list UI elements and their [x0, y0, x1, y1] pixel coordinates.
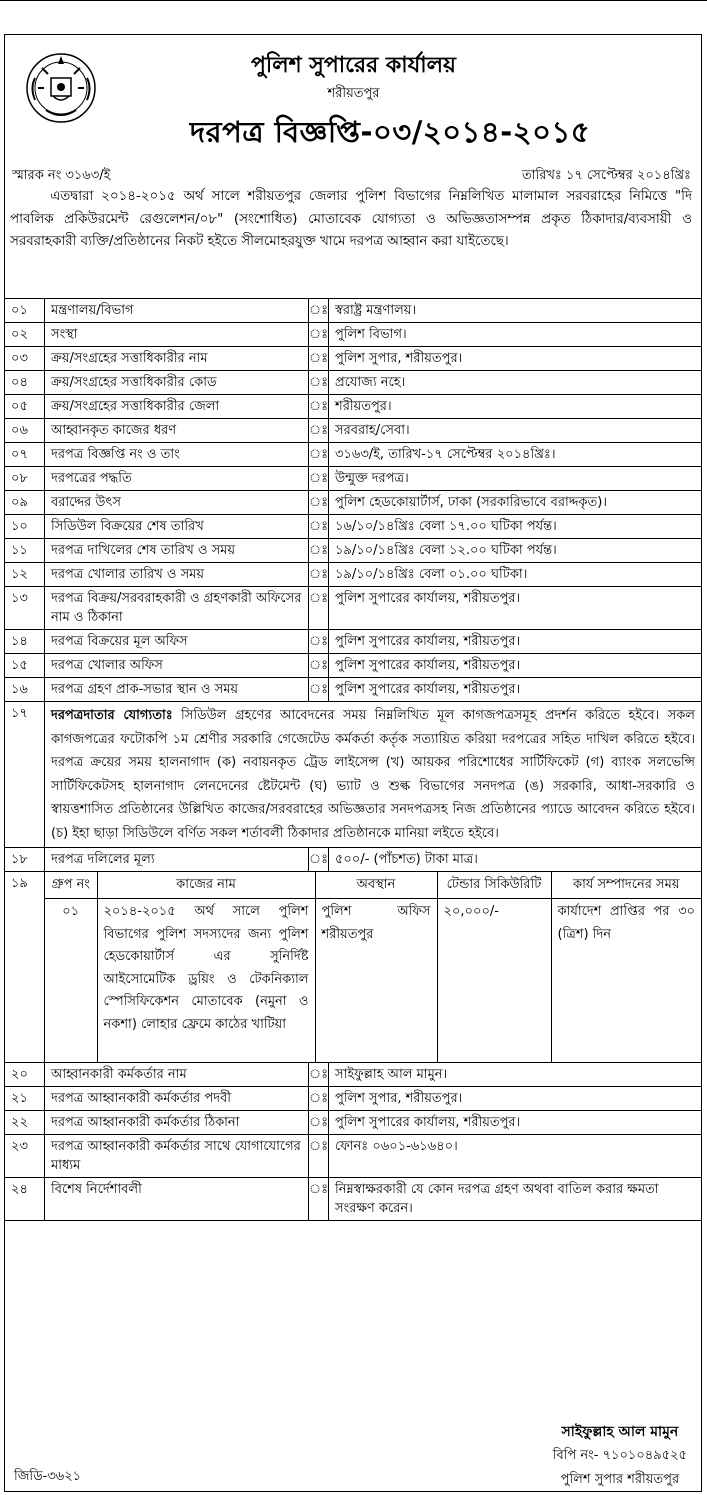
table-row — [5, 299, 702, 323]
cell-work: ২০১৪-২০১৫ অর্থ সালে পুলিশ বিভাগের পুলিশ সদস্যদের জন্য পুলিশ হেডকোয়ার্টার্স এর সুনির্দিষ্ট আইসোমেটিক ড্রয়িং ও টেকনিক্যাল স্পেসিফিকেশন মোতাবেক (নমুনা ও নকশা) লোহার ফ্রেমে কাঠের খাটিয়া — [97, 899, 315, 1062]
row-colon: ঃ — [309, 630, 329, 654]
row-colon: ঃ — [309, 467, 329, 491]
row-label: দরপত্র বিক্রয়/সরবরাহকারী ও গ্রহণকারী অফিসের নাম ও ঠিকানা — [45, 587, 309, 630]
header-period: কার্য সম্পাদনের সময় — [551, 872, 701, 899]
row-value: পুলিশ সুপার, শরীয়তপুর। — [329, 347, 702, 371]
table-row-group — [5, 872, 702, 1063]
table-row — [5, 587, 702, 630]
row-colon: ঃ — [309, 539, 329, 563]
signature-block — [553, 1420, 687, 1492]
row-value: ১৯/১০/১৪খ্রিঃ বেলা ১২.০০ ঘটিকা পর্যন্ত। — [329, 539, 702, 563]
row-serial: ১২ — [5, 563, 45, 587]
table-row — [5, 678, 702, 702]
row-serial: ১৩ — [5, 587, 45, 630]
row-serial: ০৪ — [5, 371, 45, 395]
row-label: আহ্বানকৃত কাজের ধরণ — [45, 419, 309, 443]
table-row — [5, 395, 702, 419]
gd-number: জিডি-৩৬২১ — [14, 1469, 82, 1484]
row-serial: ১১ — [5, 539, 45, 563]
table-row — [5, 347, 702, 371]
cell-group: ০১ — [62, 904, 80, 919]
row-label: দরপত্র আহ্বানকারী কর্মকর্তার সাথে যোগাযোগের মাধ্যম — [45, 1134, 309, 1177]
row-colon: ঃ — [309, 678, 329, 702]
eligibility-body: সিডিউল গ্রহণের আবেদনের সময় নিম্নলিখিত মূল কাগজপত্রসমূহ প্রদর্শন করিতে হইবে। সকল কাগজপত্রের ফটোকপি ১ম শ্রেণীর সরকারি গেজেটেড কর্মকর্তা কর্তৃক সত্যায়িত করিয়া দরপত্রের সহিত দাখিল করিতে হইবে। দরপত্র ক্রয়ের সময় হালনাগাদ (ক) নবায়নকৃত ট্রেড লাইসেন্স (খ) আয়কর পরিশোধের সার্টিফিকেট (গ) ব্যাংক সলভেন্সি সার্টিফিকেটসহ হালনাগাদ লেনদেনের ষ্টেটমেন্ট (ঘ) ভ্যাট ও শুল্ক বিভাগের সনদপত্র (ঙ) সরকারি, আধা-সরকারি ও স্বায়ত্তশাসিত প্রতিষ্ঠানের উল্লিখিত কাজের/সরবরাহের অভিজ্ঞতার সনদপত্রসহ নিজ প্রতিষ্ঠানের প্যাডে আবেদন করিতে হইবে। (চ) ইহা ছাড়া সিডিউলে বর্ণিত সকল শর্তাবলী ঠিকাদার প্রতিষ্ঠানকে মানিয়া লইতে হইবে। — [51, 708, 695, 841]
row-serial: ০১ — [5, 299, 45, 323]
memo-number: স্মারক নং ৩১৬৩/ই — [12, 168, 111, 183]
table-row — [5, 443, 702, 467]
eligibility-text — [45, 702, 702, 848]
header-location: অবস্থান — [315, 872, 437, 899]
row-label: দরপত্রের পদ্ধতি — [45, 467, 309, 491]
row-label: দরপত্র আহ্বানকারী কর্মকর্তার পদবী — [45, 1086, 309, 1110]
row-label: দরপত্র আহ্বানকারী কর্মকর্তার ঠিকানা — [45, 1110, 309, 1134]
row-serial: ০২ — [5, 323, 45, 347]
row-label: মন্ত্রণালয়/বিভাগ — [45, 299, 309, 323]
row-colon: ঃ — [309, 419, 329, 443]
row-label: ক্রয়/সংগ্রহের সত্তাধিকারীর নাম — [45, 347, 309, 371]
notice-title: দরপত্র বিজ্ঞপ্তি-০৩/২০১৪-২০১৫ — [189, 115, 591, 149]
row-label: দরপত্র দলিলের মূল্য — [45, 848, 309, 872]
row-value: ১৬/১০/১৪খ্রিঃ বেলা ১৭.০০ ঘটিকা পর্যন্ত। — [329, 515, 702, 539]
header-group: গ্রুপ নং — [45, 872, 97, 899]
signatory-name: সাইফুল্লাহ আল মামুন — [561, 1424, 679, 1440]
row-value: ৫০০/- (পাঁচশত) টাকা মাত্র। — [329, 848, 702, 872]
row-serial: ১৬ — [5, 678, 45, 702]
row-colon: ঃ — [309, 395, 329, 419]
notice-date: তারিখঃ ১৭ সেপ্টেম্বর ২০১৪খ্রিঃ — [522, 168, 691, 183]
row-value: ৩১৬৩/ই, তারিখ-১৭ সেপ্টেম্বর ২০১৪খ্রিঃ। — [329, 443, 702, 467]
row-value: পুলিশ সুপার, শরীয়তপুর। — [329, 1086, 702, 1110]
row-serial: ১৪ — [5, 630, 45, 654]
table-row — [5, 1110, 702, 1134]
row-serial: ০৮ — [5, 467, 45, 491]
cell-period: কার্যাদেশ প্রাপ্তির পর ৩০ (ত্রিশ) দিন — [551, 899, 701, 1062]
row-colon: ঃ — [309, 563, 329, 587]
row-label: সংস্থা — [45, 323, 309, 347]
table-row — [5, 1134, 702, 1177]
row-colon: ঃ — [309, 1062, 329, 1086]
row-serial: ১০ — [5, 515, 45, 539]
row-label: দরপত্র খোলার তারিখ ও সময় — [45, 563, 309, 587]
row-colon: ঃ — [309, 1110, 329, 1134]
row-colon: ঃ — [309, 654, 329, 678]
row-value: সরবরাহ/সেবা। — [329, 419, 702, 443]
row-colon: ঃ — [309, 848, 329, 872]
row-serial: ০৫ — [5, 395, 45, 419]
row-colon: ঃ — [309, 371, 329, 395]
cell-location: পুলিশ অফিস শরীয়তপুর — [315, 899, 437, 1062]
signatory-designation: পুলিশ সুপার শরীয়তপুর — [560, 1472, 680, 1487]
row-value: শরীয়তপুর। — [329, 395, 702, 419]
group-table-row — [45, 899, 701, 1062]
table-row — [5, 654, 702, 678]
row-colon: ঃ — [309, 1177, 329, 1220]
row-label: বরাদ্দের উৎস — [45, 491, 309, 515]
table-row — [5, 371, 702, 395]
tender-details-table — [4, 298, 702, 1221]
row-label: আহ্বানকারী কর্মকর্তার নাম — [45, 1062, 309, 1086]
row-serial: ২৩ — [5, 1134, 45, 1177]
row-label: সিডিউল বিক্রয়ের শেষ তারিখ — [45, 515, 309, 539]
row-label: ক্রয়/সংগ্রহের সত্তাধিকারীর জেলা — [45, 395, 309, 419]
row-serial: ০৭ — [5, 443, 45, 467]
row-value: পুলিশ সুপারের কার্যালয়, শরীয়তপুর। — [329, 1110, 702, 1134]
table-row — [5, 467, 702, 491]
row-value: ১৯/১০/১৪খ্রিঃ বেলা ০১.০০ ঘটিকা। — [329, 563, 702, 587]
intro-paragraph: এতদ্বারা ২০১৪-২০১৫ অর্থ সালে শরীয়তপুর জেলার পুলিশ বিভাগের নিম্নলিখিত মালামাল সরবরাহের নিমিত্তে "দি পাবলিক প্রকিউরমেন্ট রেগুলেশন/০৮" (সংশোধিত) মোতাবেক যোগ্যতা ও অভিজ্ঞতাসম্পন্ন প্রকৃত ঠিকাদার/ব্যবসায়ী ও সরবরাহকারী ব্যক্তি/প্রতিষ্ঠানের নিকট হইতে সীলমোহরযুক্ত খামে দরপত্র আহ্বান করা যাইতেছে। — [10, 189, 692, 249]
row-value: পুলিশ সুপারের কার্যালয়, শরীয়তপুর। — [329, 678, 702, 702]
top-rule — [0, 0, 707, 1]
office-heading: পুলিশ সুপারের কার্যালয় — [250, 53, 457, 78]
row-value: স্বরাষ্ট্র মন্ত্রণালয়। — [329, 299, 702, 323]
row-serial: ২২ — [5, 1110, 45, 1134]
eligibility-heading: দরপত্রদাতার যোগ্যতাঃ — [51, 708, 173, 723]
row-value: প্রযোজ্য নহে। — [329, 371, 702, 395]
row-value: পুলিশ সুপারের কার্যালয়, শরীয়তপুর। — [329, 587, 702, 630]
row-serial: ০৩ — [5, 347, 45, 371]
table-row-eligibility — [5, 702, 702, 848]
row-serial: ১৭ — [5, 702, 45, 848]
row-colon: ঃ — [309, 515, 329, 539]
table-row — [5, 491, 702, 515]
row-colon: ঃ — [309, 1134, 329, 1177]
table-row — [5, 1177, 702, 1220]
row-serial: ১৮ — [5, 848, 45, 872]
group-table-cell — [45, 872, 702, 1063]
row-colon: ঃ — [309, 587, 329, 630]
row-colon: ঃ — [309, 299, 329, 323]
row-serial: ০৯ — [5, 491, 45, 515]
row-value: সাইফুল্লাহ আল মামুন। — [329, 1062, 702, 1086]
row-serial: ২৪ — [5, 1177, 45, 1220]
district-name: শরীয়তপুর — [327, 86, 380, 101]
row-label: দরপত্র খোলার অফিস — [45, 654, 309, 678]
row-serial: ১৫ — [5, 654, 45, 678]
group-table — [45, 872, 701, 1062]
table-row — [5, 539, 702, 563]
row-colon: ঃ — [309, 443, 329, 467]
row-colon: ঃ — [309, 491, 329, 515]
row-colon: ঃ — [309, 1086, 329, 1110]
row-serial: ১৯ — [5, 872, 45, 1063]
row-value: পুলিশ সুপারের কার্যালয়, শরীয়তপুর। — [329, 630, 702, 654]
table-row — [5, 563, 702, 587]
row-label: দরপত্র দাখিলের শেষ তারিখ ও সময় — [45, 539, 309, 563]
row-value: পুলিশ হেডকোয়ার্টার্স, ঢাকা (সরকারিভাবে বরাদ্দকৃত)। — [329, 491, 702, 515]
row-label: দরপত্র গ্রহণ প্রাক-সভার স্থান ও সময় — [45, 678, 309, 702]
row-value: পুলিশ সুপারের কার্যালয়, শরীয়তপুর। — [329, 654, 702, 678]
row-value: ফোনঃ ০৬০১-৬১৬৪০। — [329, 1134, 702, 1177]
row-label: ক্রয়/সংগ্রহের সত্তাধিকারীর কোড — [45, 371, 309, 395]
cell-security: ২০,০০০/- — [437, 899, 551, 1062]
row-serial: ০৬ — [5, 419, 45, 443]
table-row — [5, 848, 702, 872]
row-label: দরপত্র বিজ্ঞপ্তি নং ও তাং — [45, 443, 309, 467]
table-row — [5, 419, 702, 443]
row-serial: ২১ — [5, 1086, 45, 1110]
header-work: কাজের নাম — [97, 872, 315, 899]
table-row — [5, 323, 702, 347]
row-serial: ২০ — [5, 1062, 45, 1086]
group-table-header — [45, 872, 701, 899]
row-label: দরপত্র বিক্রয়ের মূল অফিস — [45, 630, 309, 654]
row-value: পুলিশ বিভাগ। — [329, 323, 702, 347]
row-value: উন্মুক্ত দরপত্র। — [329, 467, 702, 491]
table-row — [5, 1062, 702, 1086]
table-row — [5, 1086, 702, 1110]
header-security: টেন্ডার সিকিউরিটি — [437, 872, 551, 899]
signatory-bp-number: বিপি নং- ৭১০১০৪৯৫২৫ — [552, 1448, 687, 1463]
row-value: নিম্নস্বাক্ষরকারী যে কোন দরপত্র গ্রহণ অথবা বাতিল করার ক্ষমতা সংরক্ষণ করেন। — [329, 1177, 702, 1220]
row-colon: ঃ — [309, 347, 329, 371]
table-row — [5, 630, 702, 654]
row-colon: ঃ — [309, 323, 329, 347]
row-label: বিশেষ নির্দেশাবলী — [45, 1177, 309, 1220]
table-row — [5, 515, 702, 539]
